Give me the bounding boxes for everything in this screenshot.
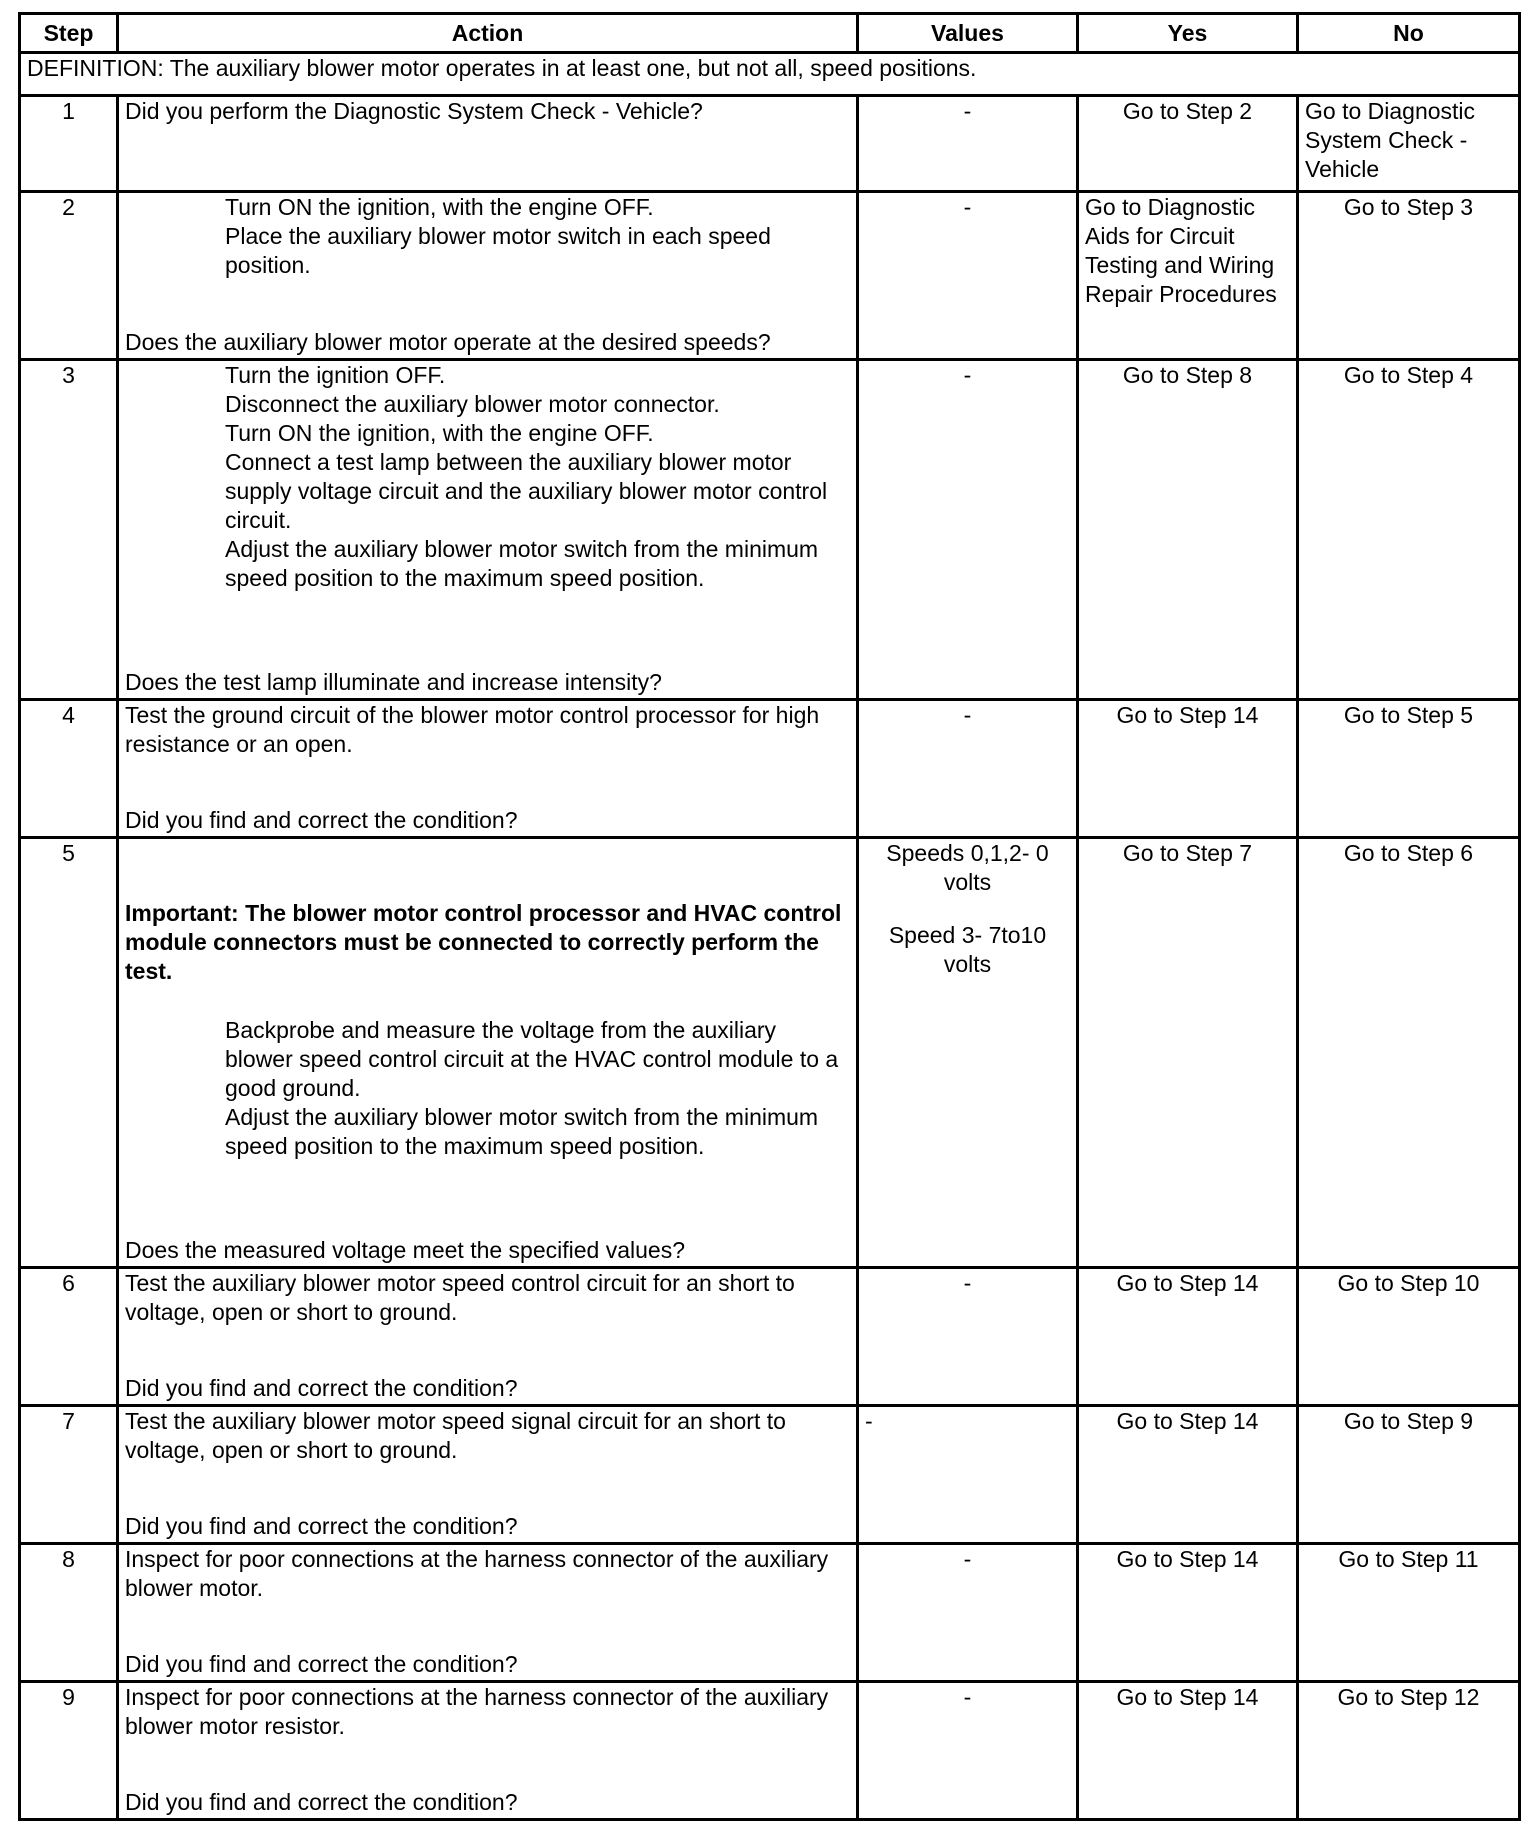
yes-cell: Go to Step 7 xyxy=(1078,838,1298,1268)
step-number: 1 xyxy=(20,96,118,192)
action-instruction: Disconnect the auxiliary blower motor connector. xyxy=(225,391,720,417)
action-cell xyxy=(118,1544,858,1682)
action-question: Did you find and correct the condition? xyxy=(125,1789,518,1815)
action-question: Did you find and correct the condition? xyxy=(125,1513,518,1539)
step-number: 7 xyxy=(20,1406,118,1544)
yes-cell: Go to Step 14 xyxy=(1078,700,1298,838)
action-question: Does the measured voltage meet the specified values? xyxy=(125,1237,685,1263)
header-action: Action xyxy=(118,14,858,53)
values-cell: - xyxy=(858,1268,1078,1406)
definition-text: DEFINITION: The auxiliary blower motor operates in at least one, but not all, speed positions. xyxy=(20,53,1520,96)
values-cell: - xyxy=(858,360,1078,700)
table-row xyxy=(20,838,1520,1268)
action-question: Does the test lamp illuminate and increase intensity? xyxy=(125,669,662,695)
values-cell: - xyxy=(858,1682,1078,1820)
action-instruction: Turn the ignition OFF. xyxy=(225,362,446,388)
action-cell xyxy=(118,1406,858,1544)
action-instruction: Adjust the auxiliary blower motor switch from the minimum speed position to the maximum speed position. xyxy=(225,536,825,591)
action-question: Did you find and correct the condition? xyxy=(125,807,518,833)
step-number: 2 xyxy=(20,192,118,360)
table-row xyxy=(20,1406,1520,1544)
action-question: Did you find and correct the condition? xyxy=(125,1651,518,1677)
header-no: No xyxy=(1298,14,1520,53)
values-speeds-low: Speeds 0,1,2- 0 volts xyxy=(886,840,1049,895)
header-row xyxy=(20,14,1520,53)
header-yes: Yes xyxy=(1078,14,1298,53)
yes-cell: Go to Step 14 xyxy=(1078,1682,1298,1820)
step-number: 4 xyxy=(20,700,118,838)
table-row xyxy=(20,1268,1520,1406)
action-instruction: Backprobe and measure the voltage from the auxiliary blower speed control circuit at the HVAC control module to a good ground. xyxy=(225,1017,845,1101)
action-cell xyxy=(118,1682,858,1820)
action-instruction: Place the auxiliary blower motor switch in each speed position. xyxy=(225,223,778,278)
action-question: Did you find and correct the condition? xyxy=(125,1375,518,1401)
yes-cell: Go to Step 14 xyxy=(1078,1406,1298,1544)
action-cell xyxy=(118,192,858,360)
no-cell: Go to Step 9 xyxy=(1298,1406,1520,1544)
no-cell: Go to Step 5 xyxy=(1298,700,1520,838)
important-note: Important: The blower motor control processor and HVAC control module connectors must be connected to correctly perform the test. xyxy=(125,900,842,984)
yes-cell: Go to Step 14 xyxy=(1078,1544,1298,1682)
values-cell: - xyxy=(858,192,1078,360)
yes-cell: Go to Step 8 xyxy=(1078,360,1298,700)
values-cell: - xyxy=(858,700,1078,838)
step-number: 6 xyxy=(20,1268,118,1406)
action-instruction: Turn ON the ignition, with the engine OFF. xyxy=(225,194,654,220)
no-cell: Go to Step 3 xyxy=(1298,192,1520,360)
values-cell: - xyxy=(858,96,1078,192)
action-test: Test the auxiliary blower motor speed signal circuit for an short to voltage, open or short to ground. xyxy=(125,1408,793,1463)
diagnostic-table xyxy=(18,12,1521,1821)
values-cell: - xyxy=(858,1544,1078,1682)
no-cell: Go to Diagnostic System Check - Vehicle xyxy=(1298,96,1520,192)
definition-row xyxy=(20,53,1520,96)
step-number: 3 xyxy=(20,360,118,700)
yes-cell: Go to Step 2 xyxy=(1078,96,1298,192)
header-values: Values xyxy=(858,14,1078,53)
no-cell: Go to Step 11 xyxy=(1298,1544,1520,1682)
action-cell xyxy=(118,360,858,700)
yes-cell: Go to Step 14 xyxy=(1078,1268,1298,1406)
action-test: Inspect for poor connections at the harness connector of the auxiliary blower motor. xyxy=(125,1546,835,1601)
table-row xyxy=(20,360,1520,700)
action-cell xyxy=(118,838,858,1268)
no-cell: Go to Step 6 xyxy=(1298,838,1520,1268)
yes-cell: Go to Diagnostic Aids for Circuit Testing and Wiring Repair Procedures xyxy=(1078,192,1298,360)
no-cell: Go to Step 10 xyxy=(1298,1268,1520,1406)
action-test: Test the ground circuit of the blower motor control processor for high resistance or an open. xyxy=(125,702,826,757)
action-test: Inspect for poor connections at the harness connector of the auxiliary blower motor resistor. xyxy=(125,1684,835,1739)
action-cell xyxy=(118,700,858,838)
table-row xyxy=(20,700,1520,838)
values-cell: - xyxy=(858,1406,1078,1544)
action-test: Test the auxiliary blower motor speed control circuit for an short to voltage, open or short to ground. xyxy=(125,1270,802,1325)
action-instruction: Adjust the auxiliary blower motor switch from the minimum speed position to the maximum speed position. xyxy=(225,1104,825,1159)
table-row xyxy=(20,192,1520,360)
step-number: 9 xyxy=(20,1682,118,1820)
values-cell xyxy=(858,838,1078,1268)
no-cell: Go to Step 4 xyxy=(1298,360,1520,700)
table-row xyxy=(20,1682,1520,1820)
table-row xyxy=(20,96,1520,192)
action-instruction: Connect a test lamp between the auxiliary blower motor supply voltage circuit and the auxiliary blower motor control circuit. xyxy=(225,449,834,533)
action-question: Does the auxiliary blower motor operate at the desired speeds? xyxy=(125,329,771,355)
action-instruction: Turn ON the ignition, with the engine OFF. xyxy=(225,420,654,446)
step-number: 8 xyxy=(20,1544,118,1682)
table-row xyxy=(20,1544,1520,1682)
action-question: Did you perform the Diagnostic System Check - Vehicle? xyxy=(125,98,703,124)
action-cell xyxy=(118,96,858,192)
action-cell xyxy=(118,1268,858,1406)
no-cell: Go to Step 12 xyxy=(1298,1682,1520,1820)
header-step: Step xyxy=(20,14,118,53)
values-speed-high: Speed 3- 7to10 volts xyxy=(888,922,1047,977)
step-number: 5 xyxy=(20,838,118,1268)
